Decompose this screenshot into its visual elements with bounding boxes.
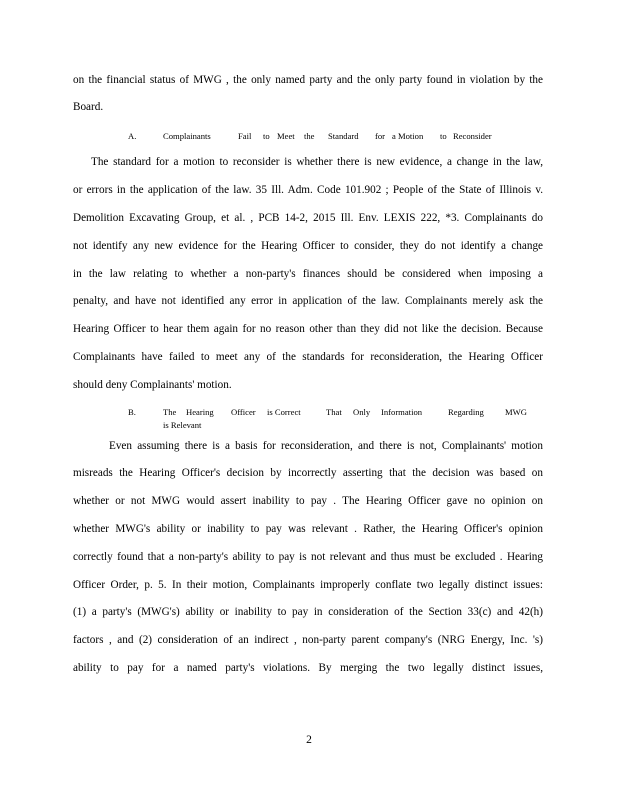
- heading-word: is Correct: [267, 407, 301, 417]
- heading-word: for: [375, 131, 386, 141]
- body-line: penalty, and have not identified any error in application of the law. Complainants merely ask the: [73, 295, 543, 307]
- body-line: in the law relating to whether a non-party's finances should be considered when imposing a: [73, 268, 543, 280]
- heading-word: MWG: [505, 407, 527, 417]
- body-line: Complainants have failed to meet any of the standards for reconsideration, the Hearing Officer: [73, 351, 543, 363]
- body-line: Demolition Excavating Group, et al. , PCB 14-2, 2015 Ill. Env. LEXIS 222, *3. Complainants do: [73, 212, 543, 224]
- body-line: correctly found that a non-party's ability to pay is not relevant and thus must be excluded . Hearing: [73, 551, 543, 563]
- body-line: whether or not MWG would assert inability to pay . The Hearing Officer gave no opinion on: [73, 495, 543, 507]
- heading-word: Reconsider: [453, 131, 492, 141]
- body-line: Even assuming there is a basis for reconsideration, and there is not, Complainants' motion: [109, 440, 543, 452]
- body-line: Officer Order, p. 5. In their motion, Complainants improperly conflate two legally distinct issues:: [73, 579, 543, 591]
- heading-word: to: [440, 131, 447, 141]
- heading-word: Hearing: [186, 407, 214, 417]
- heading-word: a Motion: [392, 131, 424, 141]
- body-line: or errors in the application of the law. 35 Ill. Adm. Code 101.902 ; People of the State of Illinois v.: [73, 184, 543, 196]
- body-line: (1) a party's (MWG's) ability or inability to pay in consideration of the Section 33(c) and 42(h): [73, 606, 543, 618]
- heading-word: Meet: [277, 131, 295, 141]
- body-line: Board.: [73, 101, 104, 113]
- heading-word: Regarding: [448, 407, 484, 417]
- heading-word: Information: [381, 407, 423, 417]
- body-line: ability to pay for a named party's violations. By merging the two legally distinct issues,: [73, 662, 543, 674]
- heading-letter: A.: [128, 131, 137, 141]
- heading-word: Officer: [231, 407, 256, 417]
- body-line: not identify any new evidence for the Hearing Officer to consider, they do not identify a change: [73, 240, 543, 252]
- body-line: on the financial status of MWG , the only named party and the only party found in violation by the: [73, 74, 543, 86]
- body-line: whether MWG's ability or inability to pay was relevant . Rather, the Hearing Officer's opinion: [73, 523, 543, 535]
- body-line: factors , and (2) consideration of an indirect , non-party parent company's (NRG Energy, Inc. 's): [73, 634, 543, 646]
- heading-line-2: is Relevant: [163, 420, 202, 430]
- body-line: misreads the Hearing Officer's decision by incorrectly asserting that the decision was based on: [73, 467, 543, 479]
- heading-word: the: [304, 131, 315, 141]
- heading-word: The: [163, 407, 177, 417]
- heading-word: That: [326, 407, 342, 417]
- page-number: 2: [306, 734, 312, 746]
- heading-word: Standard: [328, 131, 359, 141]
- body-line: The standard for a motion to reconsider is whether there is new evidence, a change in the law,: [91, 156, 543, 168]
- body-line: Hearing Officer to hear them again for no reason other than they did not like the decision. Because: [73, 323, 543, 335]
- heading-word: Complainants: [163, 131, 211, 141]
- heading-word: to: [263, 131, 270, 141]
- heading-word: Only: [353, 407, 371, 417]
- heading-word: Fail: [238, 131, 252, 141]
- heading-letter: B.: [128, 407, 136, 417]
- body-line: should deny Complainants' motion.: [73, 379, 232, 391]
